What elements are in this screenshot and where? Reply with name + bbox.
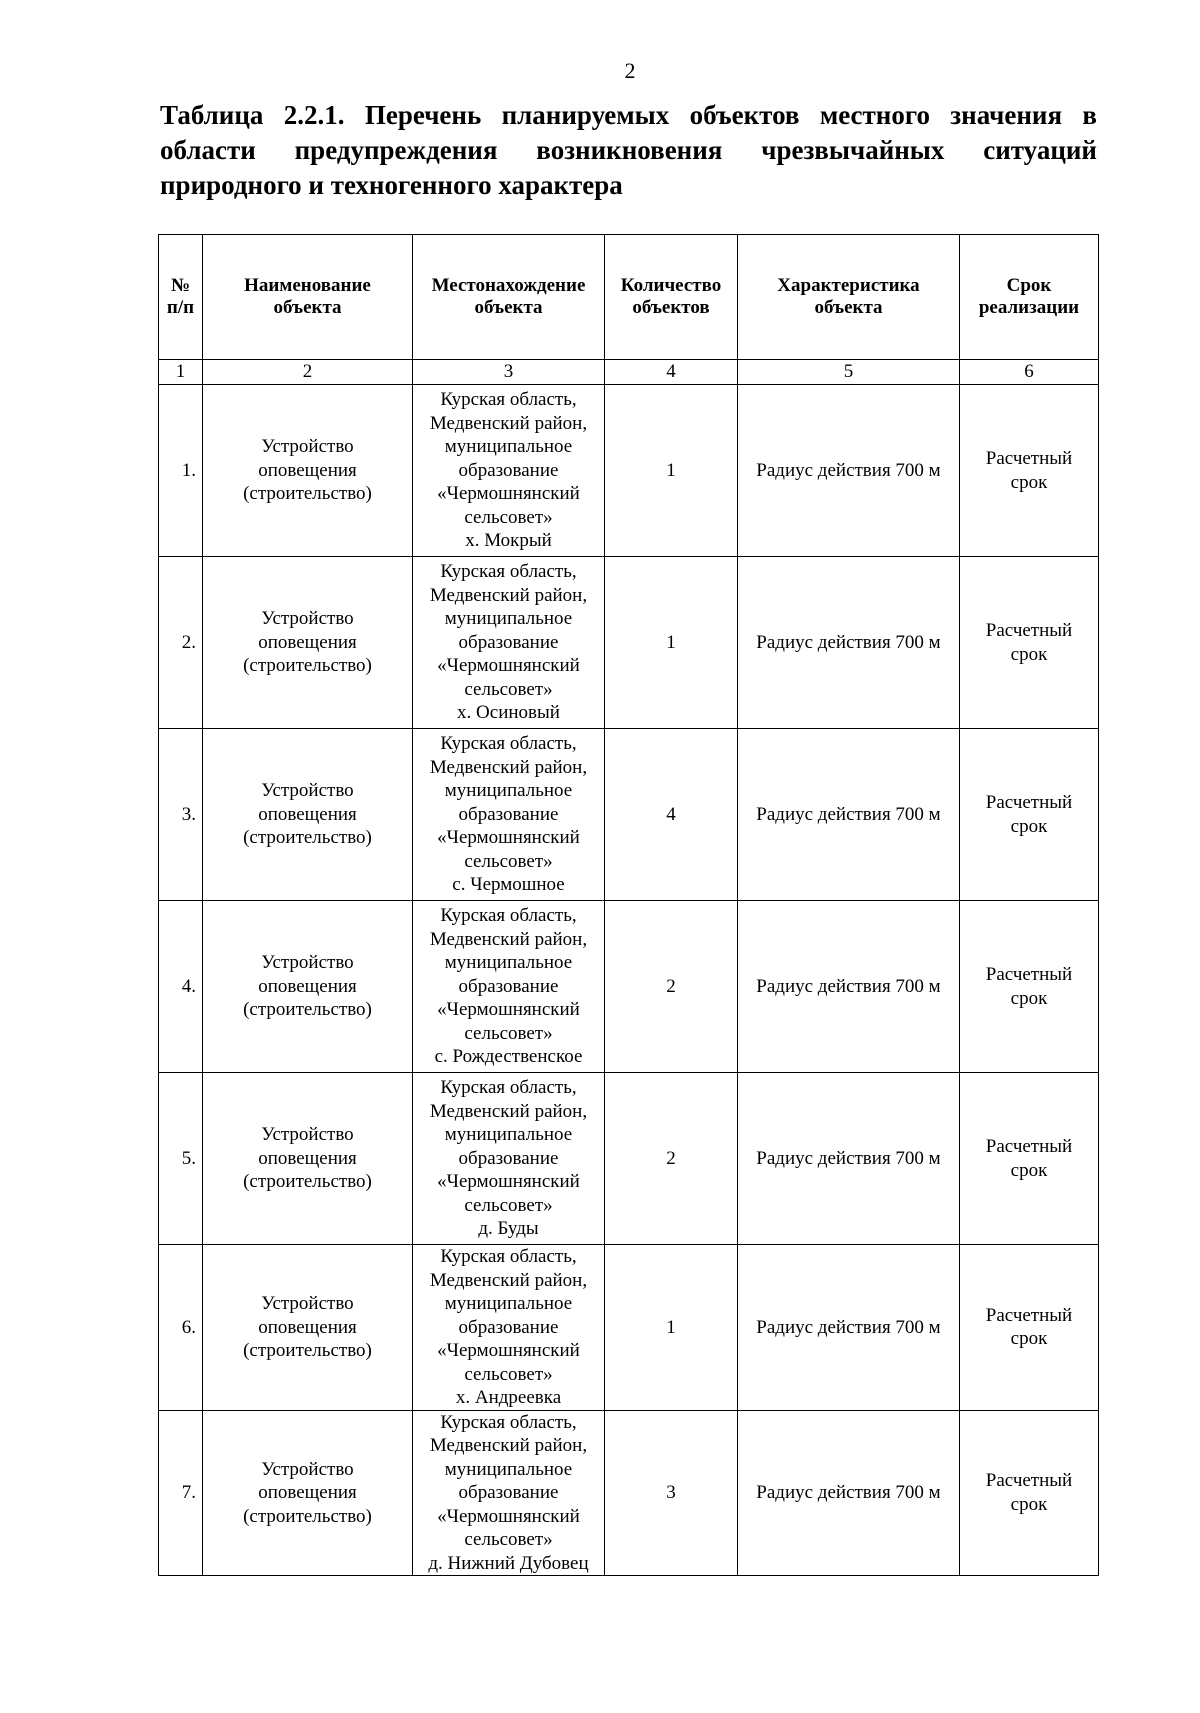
object-count-cell: 3 [605, 1410, 738, 1576]
column-number-row [159, 360, 1099, 385]
table-row [159, 385, 1099, 557]
column-number-cell: 2 [203, 360, 413, 385]
object-characteristic-cell: Радиус действия 700 м [738, 1410, 960, 1576]
header-cell-characteristic: Характеристика объекта [738, 235, 960, 360]
implementation-term-cell: Расчетный срок [960, 557, 1099, 729]
header-cell-location: Местонахождение объекта [413, 235, 605, 360]
column-number-cell: 4 [605, 360, 738, 385]
object-location-cell: Курская область, Медвенский район, муниципальное образование «Чермошнянский сельсовет» д. Нижний Дубовец [413, 1410, 605, 1576]
table-row [159, 557, 1099, 729]
object-count-cell: 2 [605, 901, 738, 1073]
object-location-cell: Курская область, Медвенский район, муниципальное образование «Чермошнянский сельсовет» с. Чермошное [413, 729, 605, 901]
object-characteristic-cell: Радиус действия 700 м [738, 557, 960, 729]
objects-table [158, 234, 1099, 1576]
column-number-cell: 6 [960, 360, 1099, 385]
object-location-cell: Курская область, Медвенский район, муниципальное образование «Чермошнянский сельсовет» с. Рождественское [413, 901, 605, 1073]
object-count-cell: 1 [605, 557, 738, 729]
table-row [159, 901, 1099, 1073]
column-number-cell: 3 [413, 360, 605, 385]
object-count-cell: 1 [605, 1245, 738, 1411]
object-count-cell: 2 [605, 1073, 738, 1245]
row-number-cell: 3. [159, 729, 203, 901]
object-characteristic-cell: Радиус действия 700 м [738, 1245, 960, 1411]
table-row [159, 1073, 1099, 1245]
row-number-cell: 5. [159, 1073, 203, 1245]
object-name-cell: Устройство оповещения (строительство) [203, 1245, 413, 1411]
column-number-cell: 1 [159, 360, 203, 385]
implementation-term-cell: Расчетный срок [960, 1073, 1099, 1245]
implementation-term-cell: Расчетный срок [960, 729, 1099, 901]
row-number-cell: 4. [159, 901, 203, 1073]
object-name-cell: Устройство оповещения (строительство) [203, 729, 413, 901]
object-count-cell: 4 [605, 729, 738, 901]
object-location-cell: Курская область, Медвенский район, муниципальное образование «Чермошнянский сельсовет» х. Андреевка [413, 1245, 605, 1411]
object-name-cell: Устройство оповещения (строительство) [203, 1073, 413, 1245]
object-characteristic-cell: Радиус действия 700 м [738, 1073, 960, 1245]
implementation-term-cell: Расчетный срок [960, 901, 1099, 1073]
table-header-row [159, 235, 1099, 360]
object-name-cell: Устройство оповещения (строительство) [203, 385, 413, 557]
object-location-cell: Курская область, Медвенский район, муниципальное образование «Чермошнянский сельсовет» х. Осиновый [413, 557, 605, 729]
object-characteristic-cell: Радиус действия 700 м [738, 901, 960, 1073]
row-number-cell: 7. [159, 1410, 203, 1576]
column-number-cell: 5 [738, 360, 960, 385]
object-location-cell: Курская область, Медвенский район, муниципальное образование «Чермошнянский сельсовет» х. Мокрый [413, 385, 605, 557]
object-characteristic-cell: Радиус действия 700 м [738, 729, 960, 901]
row-number-cell: 2. [159, 557, 203, 729]
object-name-cell: Устройство оповещения (строительство) [203, 557, 413, 729]
table-row [159, 1245, 1099, 1411]
object-characteristic-cell: Радиус действия 700 м [738, 385, 960, 557]
header-cell-name: Наименование объекта [203, 235, 413, 360]
table-row [159, 1410, 1099, 1576]
header-cell-term: Срок реализации [960, 235, 1099, 360]
object-count-cell: 1 [605, 385, 738, 557]
page-number: 2 [624, 58, 636, 83]
row-number-cell: 1. [159, 385, 203, 557]
implementation-term-cell: Расчетный срок [960, 1245, 1099, 1411]
table-title: Таблица 2.2.1. Перечень планируемых объектов местного значения в области предупреждения возникновения чрезвычайных ситуаций природного и техногенного характера [160, 100, 1097, 200]
object-name-cell: Устройство оповещения (строительство) [203, 901, 413, 1073]
header-cell-count: Количество объектов [605, 235, 738, 360]
implementation-term-cell: Расчетный срок [960, 385, 1099, 557]
object-name-cell: Устройство оповещения (строительство) [203, 1410, 413, 1576]
table-row [159, 729, 1099, 901]
object-location-cell: Курская область, Медвенский район, муниципальное образование «Чермошнянский сельсовет» д. Буды [413, 1073, 605, 1245]
header-cell-number: № п/п [159, 235, 203, 360]
implementation-term-cell: Расчетный срок [960, 1410, 1099, 1576]
row-number-cell: 6. [159, 1245, 203, 1411]
